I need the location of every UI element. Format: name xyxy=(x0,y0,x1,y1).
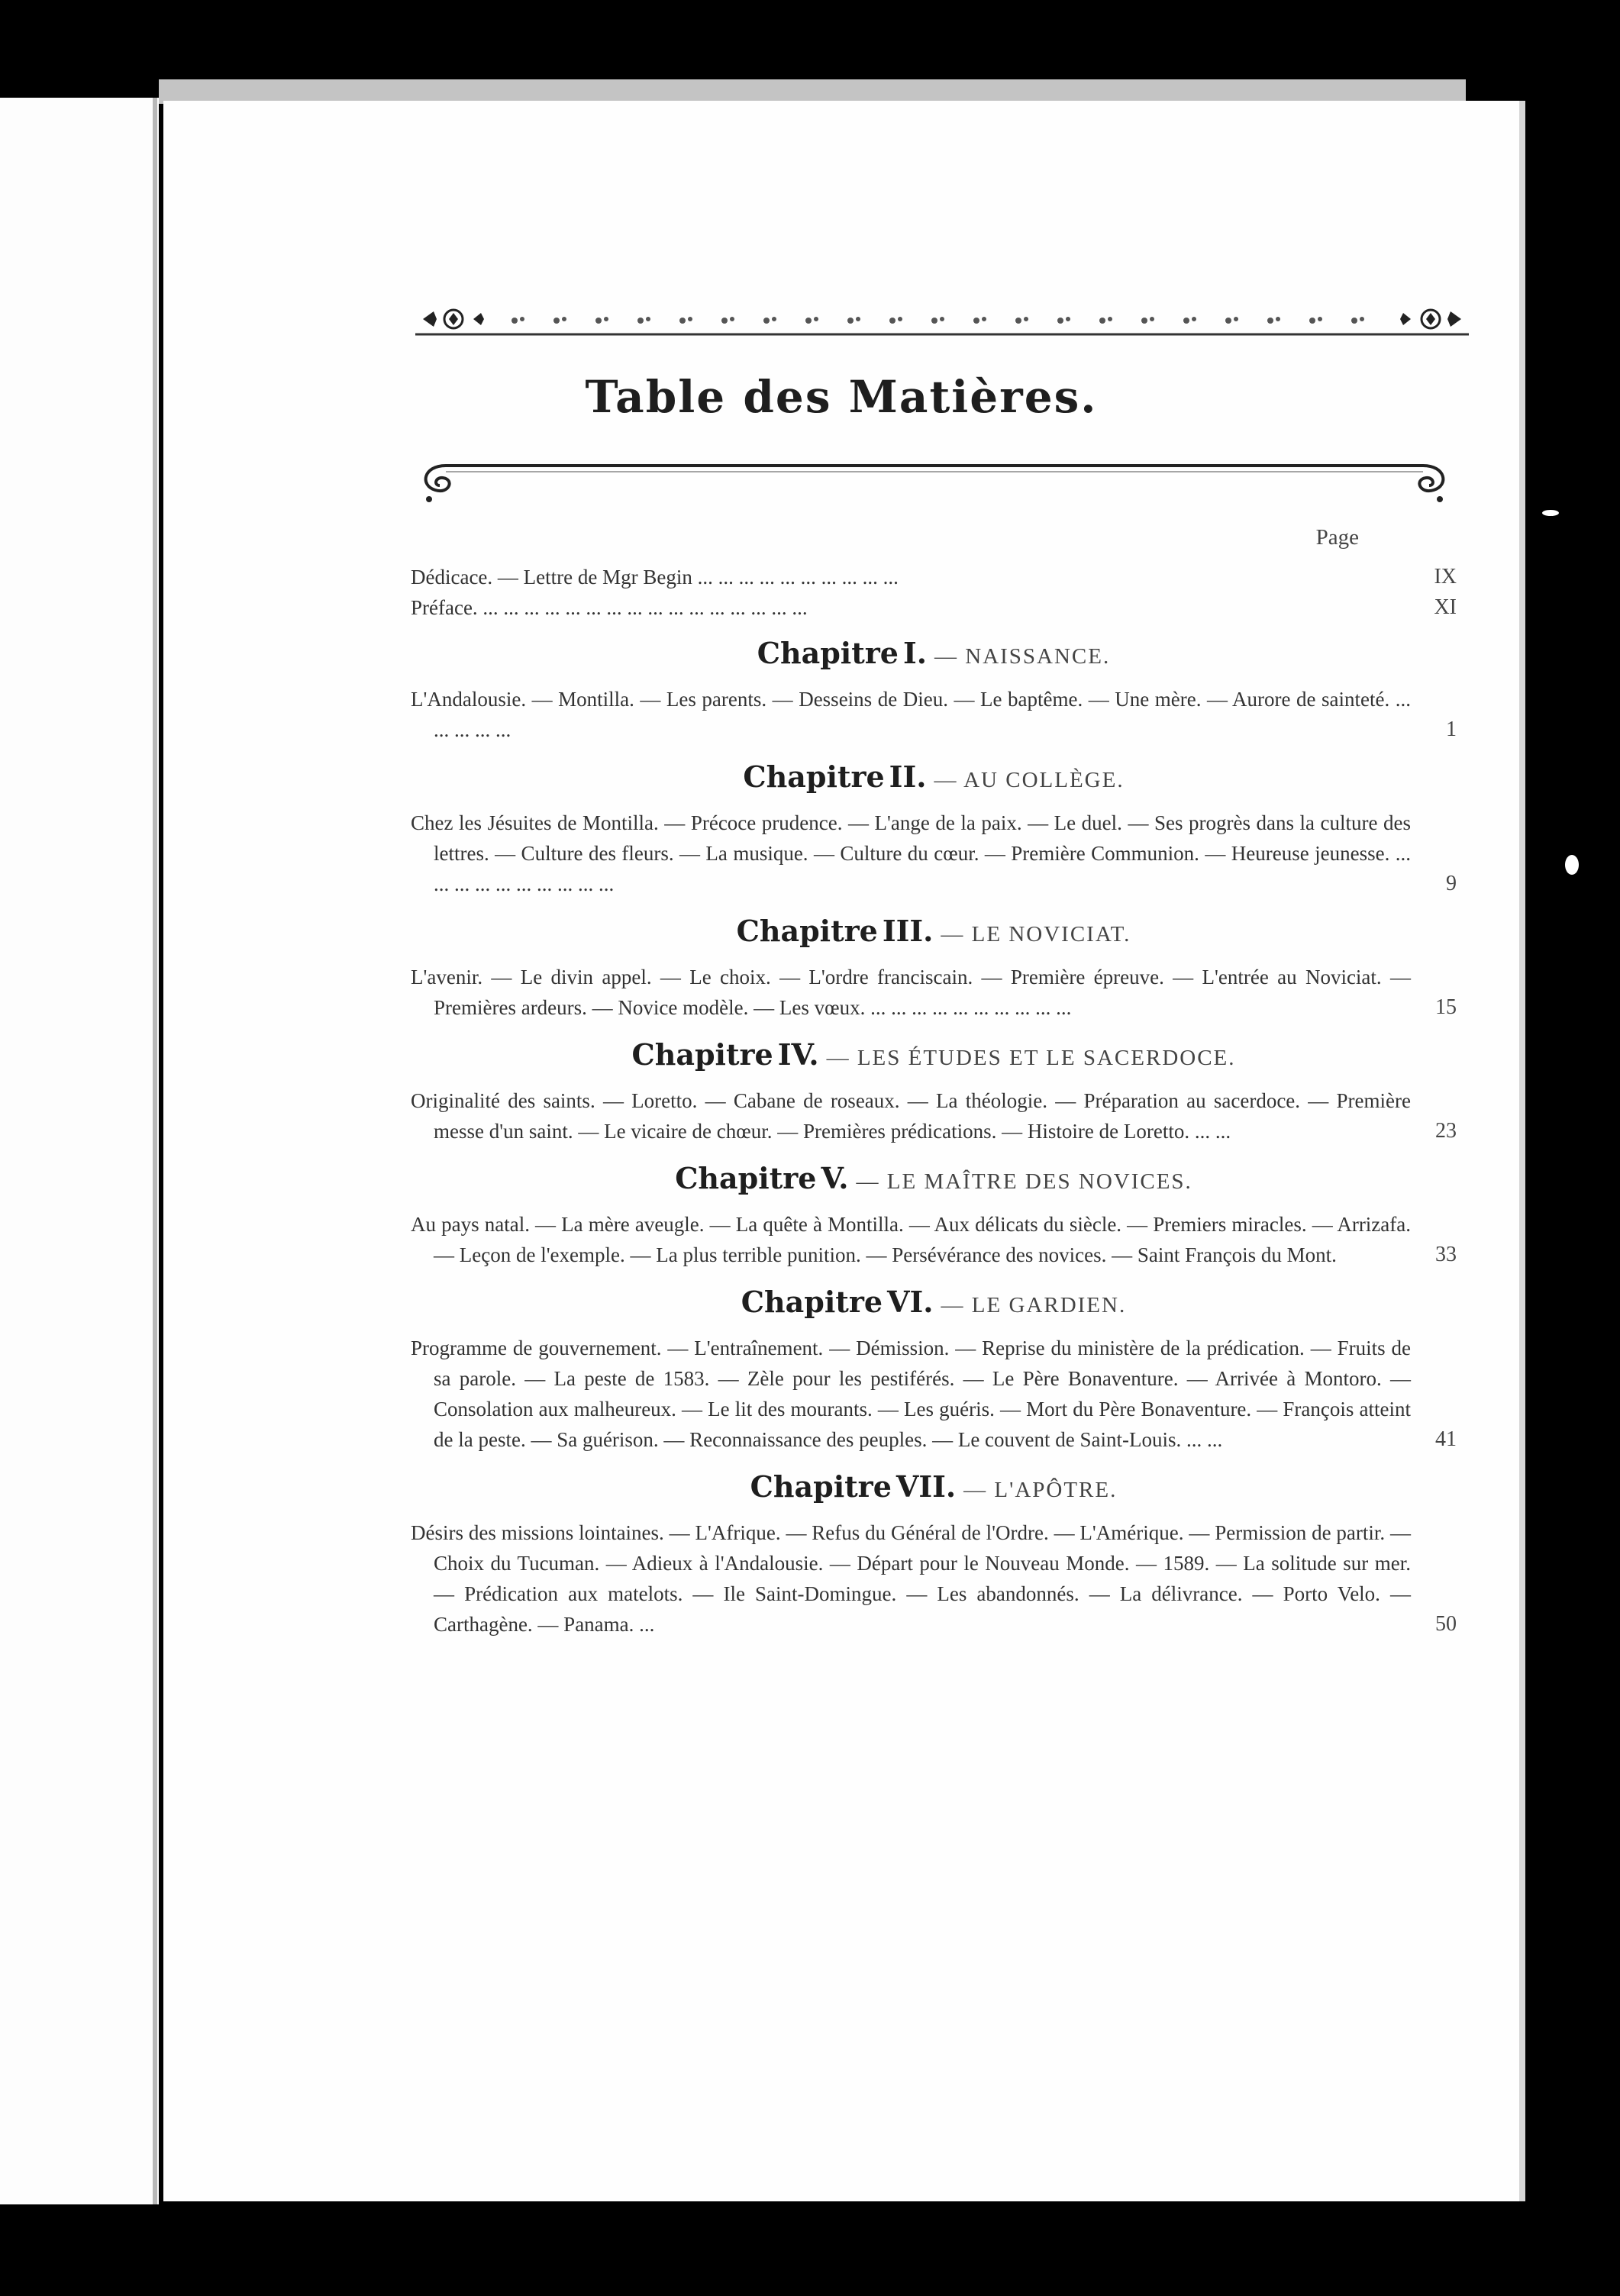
chapter-number: I. xyxy=(902,636,927,670)
chapter-label: Chapitre xyxy=(675,1161,817,1195)
chapter-number: IV. xyxy=(777,1037,819,1072)
chapter-entry xyxy=(411,684,1457,745)
chapter-subtitle: — LE MAÎTRE DES NOVICES. xyxy=(856,1169,1192,1194)
chapter-summary: L'avenir. — Le divin appel. — Le choix. — L'ordre franciscain. — Première épreuve. — L'entrée au Noviciat. — Premières ardeurs. — Novice modèle. — Les vœux. ... ... ... ... ... ... ... ... ... ... xyxy=(411,966,1411,1019)
chapter-label: Chapitre xyxy=(741,1285,883,1319)
chapter-entry xyxy=(411,1517,1457,1640)
chapter-subtitle: — LES ÉTUDES ET LE SACERDOCE. xyxy=(826,1046,1236,1070)
chapter-number: II. xyxy=(889,759,927,794)
chapter-number: V. xyxy=(821,1161,849,1195)
left-facing-page xyxy=(0,98,159,2204)
chapter-summary: L'Andalousie. — Montilla. — Les parents. — Desseins de Dieu. — Le baptême. — Une mère. — Aurore de sainteté. ... ... ... ... ... xyxy=(411,688,1411,741)
chapter-entry xyxy=(411,808,1457,899)
chapter-page: 50 xyxy=(1435,1612,1457,1636)
scan-speck xyxy=(1542,510,1559,516)
toc-front-item xyxy=(411,592,1457,623)
chapter-heading xyxy=(411,1275,1457,1333)
table-of-contents xyxy=(411,562,1457,1644)
chapter-number: VI. xyxy=(887,1285,934,1319)
chapter-heading xyxy=(411,750,1457,808)
scroll-ornament-band xyxy=(415,452,1469,513)
chapter-label: Chapitre xyxy=(631,1037,773,1072)
chapter-heading xyxy=(411,626,1457,684)
chapter-summary: Originalité des saints. — Loretto. — Cabane de roseaux. — La théologie. — Préparation au sacerdoce. — Première messe d'un saint. — Le vicaire de chœur. — Premières prédications. — Histoire de Loretto. ... ... xyxy=(411,1089,1411,1143)
chapter-summary: Désirs des missions lointaines. — L'Afrique. — Refus du Général de l'Ordre. — L'Amérique. — Permission de partir. — Choix du Tucuman. — Adieux à l'Andalousie. — Départ pour le Nouveau Monde. — 1589. — La solitude sur mer. — Prédication aux matelots. — Ile Saint-Domingue. — Les abandonnés. — La délivrance. — Porto Velo. — Carthagène. — Panama. ... xyxy=(411,1521,1411,1636)
chapter-label: Chapitre xyxy=(736,914,878,948)
chapter-heading xyxy=(411,1459,1457,1517)
chapter-summary: Au pays natal. — La mère aveugle. — La quête à Montilla. — Aux délicats du siècle. — Premiers miracles. — Arrizafa. — Leçon de l'exemple. — La plus terrible punition. — Persévérance des novices. — Saint François du Mont. xyxy=(411,1213,1411,1266)
gutter-edge xyxy=(153,98,157,2204)
chapter-page: 33 xyxy=(1435,1243,1457,1266)
toc-front-page: XI xyxy=(1434,595,1457,619)
toc-front-item xyxy=(411,562,1457,592)
chapter-subtitle: — L'APÔTRE. xyxy=(963,1478,1118,1502)
chapter-entry xyxy=(411,962,1457,1023)
chapter-heading xyxy=(411,1027,1457,1085)
page-title: Table des Matières. xyxy=(585,371,1098,423)
chapter-subtitle: — AU COLLÈGE. xyxy=(934,768,1125,792)
chapter-label: Chapitre xyxy=(743,759,885,794)
chapter-number: VII. xyxy=(896,1469,957,1504)
toc-front-text: Dédicace. — Lettre de Mgr Begin ... ... ... ... ... ... ... ... ... ... xyxy=(411,566,899,589)
chapter-number: III. xyxy=(882,914,934,948)
chapter-heading xyxy=(411,904,1457,962)
toc-front-text: Préface. ... ... ... ... ... ... ... ... ... ... ... ... ... ... ... ... xyxy=(411,596,808,619)
chapter-summary: Chez les Jésuites de Montilla. — Précoce prudence. — L'ange de la paix. — Le duel. — Ses progrès dans la culture des lettres. — Culture des fleurs. — La musique. — Culture du cœur. — Première Communion. — Heureuse jeunesse. ... ... ... ... ... ... ... ... ... ... xyxy=(411,811,1411,895)
book-page xyxy=(163,101,1519,2201)
chapter-entry xyxy=(411,1333,1457,1455)
chapter-entry xyxy=(411,1209,1457,1270)
chapter-subtitle: — LE NOVICIAT. xyxy=(941,922,1131,946)
chapter-page: 1 xyxy=(1446,718,1457,741)
page-column-label: Page xyxy=(1315,525,1359,550)
toc-front-page: IX xyxy=(1434,565,1457,589)
chapter-summary: Programme de gouvernement. — L'entraînement. — Démission. — Reprise du ministère de la prédication. — Fruits de sa parole. — La peste de 1583. — Zèle pour les pestiférés. — Le Père Bonaventure. — Arrivée à Montoro. — Consolation aux malheureux. — Le lit des mourants. — Les guéris. — Mort du Père Bonaventure. — François atteint de la peste. — Sa guérison. — Reconnaissance des peuples. — Le couvent de Saint-Louis. ... ... xyxy=(411,1337,1411,1451)
chapter-subtitle: — LE GARDIEN. xyxy=(941,1293,1127,1317)
chapter-page: 9 xyxy=(1446,872,1457,895)
scan-speck xyxy=(1565,855,1579,875)
chapter-heading xyxy=(411,1151,1457,1209)
chapter-subtitle: — NAISSANCE. xyxy=(934,644,1111,669)
chapter-label: Chapitre xyxy=(757,636,899,670)
chapter-page: 15 xyxy=(1435,995,1457,1019)
chapter-entry xyxy=(411,1085,1457,1146)
chapter-label: Chapitre xyxy=(750,1469,892,1504)
chapter-page: 23 xyxy=(1435,1119,1457,1143)
fleuron-ornament-band xyxy=(415,296,1469,342)
chapter-page: 41 xyxy=(1435,1427,1457,1451)
